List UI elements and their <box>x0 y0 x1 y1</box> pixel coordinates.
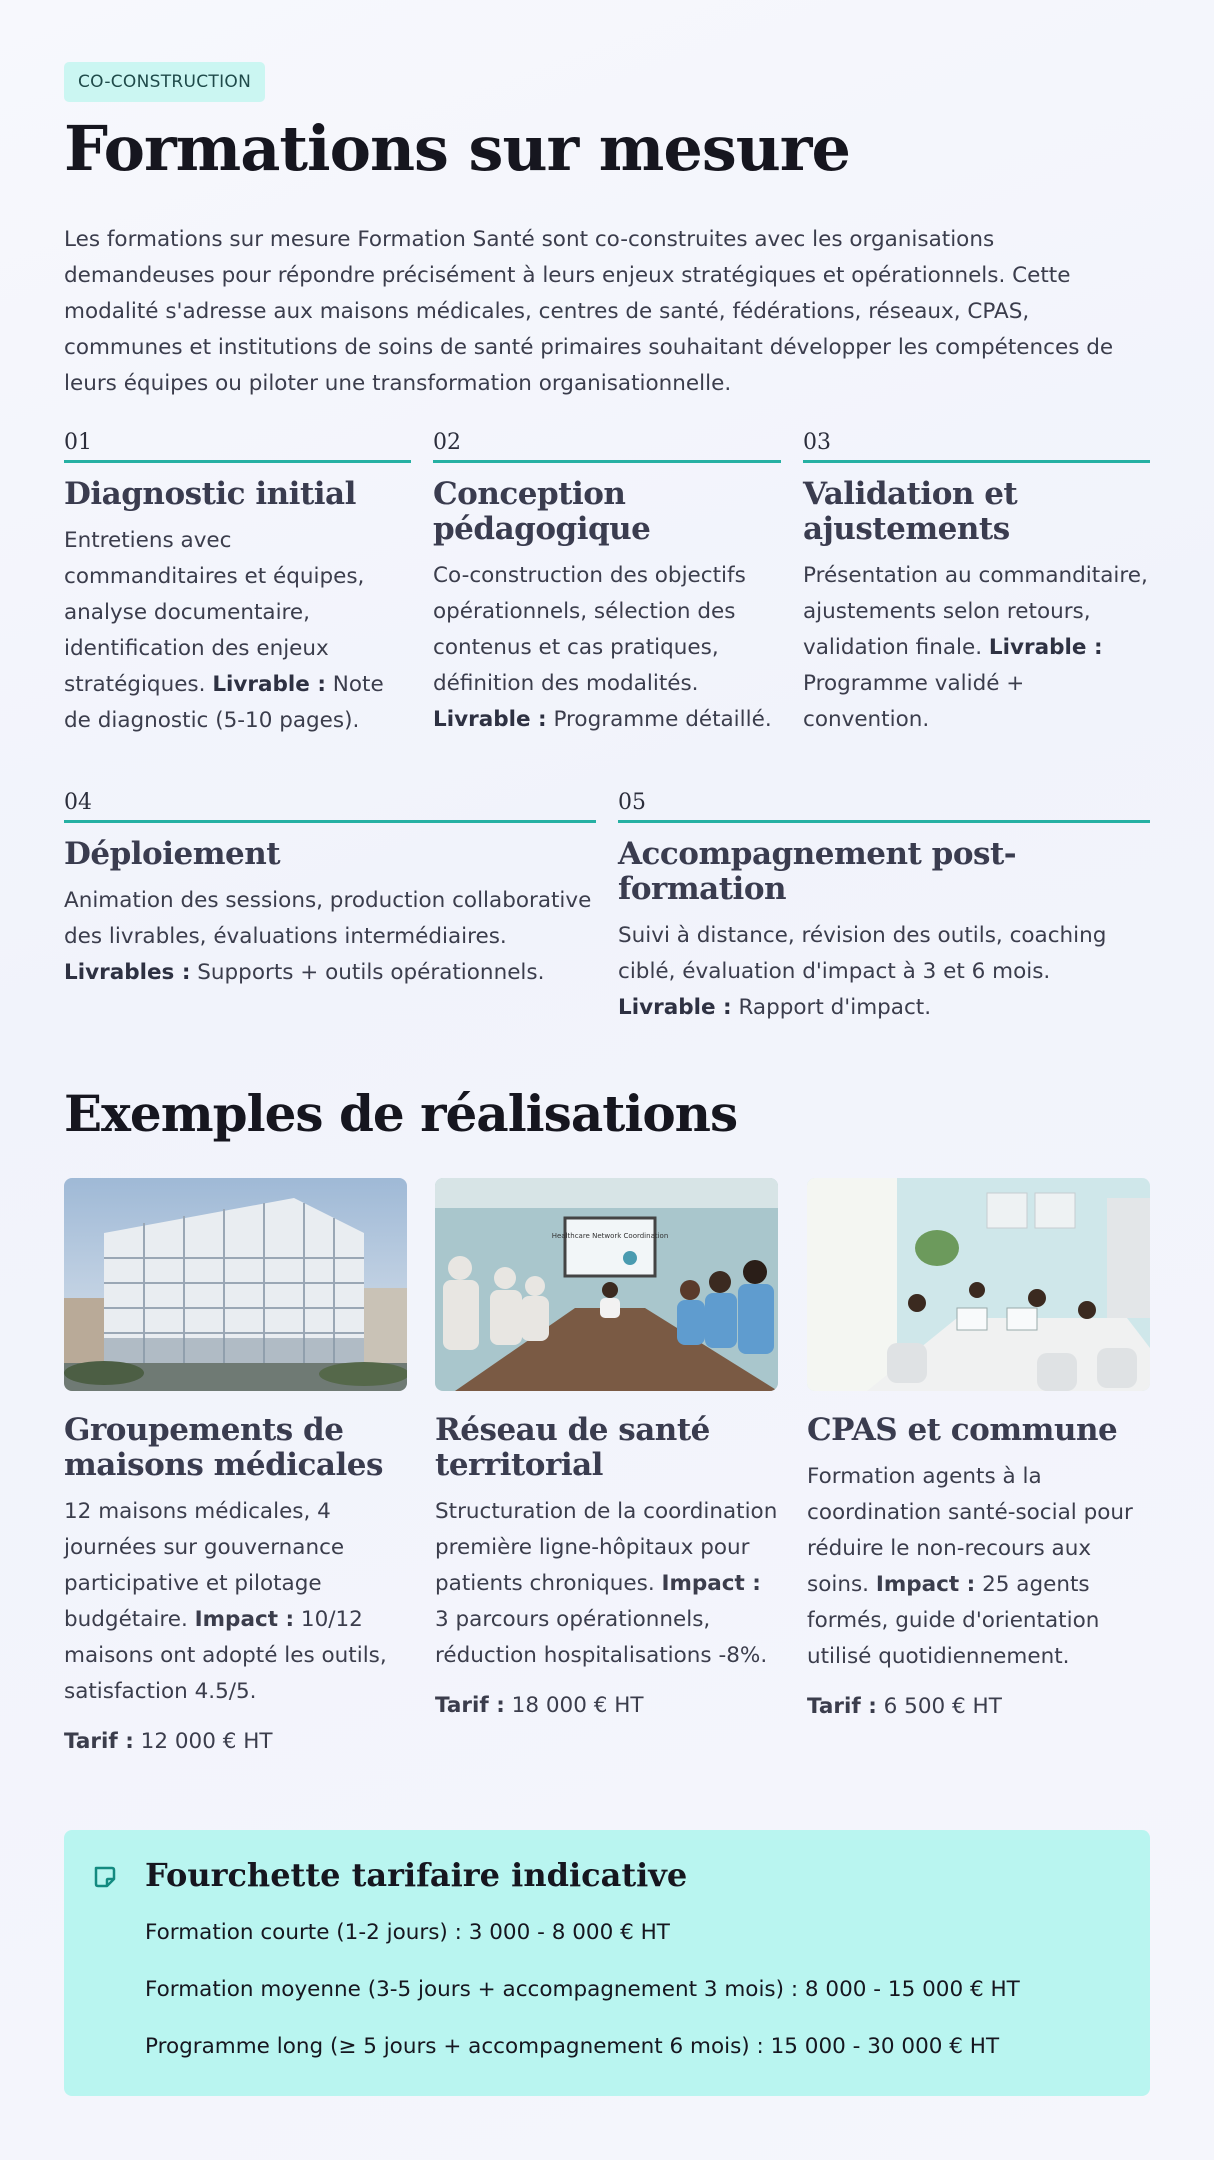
step-title: Accompagnement post-formation <box>618 836 1017 907</box>
pricing-row: Formation moyenne (3-5 jours + accompagnement 3 mois) : 8 000 - 15 000 € HT <box>145 1977 1020 2002</box>
office-photo <box>807 1178 1150 1391</box>
step-divider <box>64 460 411 463</box>
case-title: Réseau de santé territorial <box>435 1412 710 1483</box>
step-5 <box>618 788 1150 1026</box>
meeting-photo <box>435 1178 778 1391</box>
step-divider <box>433 460 781 463</box>
step-number: 05 <box>618 790 646 815</box>
case-description: Structuration de la coordination première ligne-hôpitaux pour patients chroniques. Impact : 3 parcours opérationnels, réduction hospitalisations -8%. <box>435 1499 778 1668</box>
building-photo <box>64 1178 407 1391</box>
step-title: Validation et ajustements <box>803 476 1018 547</box>
case-price: Tarif : 18 000 € HT <box>435 1693 644 1718</box>
step-2 <box>433 428 781 738</box>
case-description: 12 maisons médicales, 4 journées sur gouvernance participative et pilotage budgétaire. Impact : 10/12 maisons ont adopté les outils, satisfaction 4.5/5. <box>64 1499 387 1704</box>
step-3 <box>803 428 1150 738</box>
section-tag: CO-CONSTRUCTION <box>64 62 265 102</box>
step-description: Animation des sessions, production collaborative des livrables, évaluations intermédiaires. Livrables : Supports + outils opérationnels. <box>64 888 592 985</box>
step-title: Déploiement <box>64 836 281 872</box>
case-card <box>435 1178 778 1724</box>
case-price: Tarif : 12 000 € HT <box>64 1729 273 1754</box>
step-1 <box>64 428 411 739</box>
pricing-title: Fourchette tarifaire indicative <box>145 1856 688 1894</box>
screen-text: Healthcare Network Coordination <box>551 1232 669 1240</box>
case-card <box>807 1178 1150 1725</box>
pricing-row: Programme long (≥ 5 jours + accompagnement 6 mois) : 15 000 - 30 000 € HT <box>145 2034 1000 2059</box>
pricing-box <box>64 1830 1150 2096</box>
step-number: 03 <box>803 430 831 455</box>
case-title: CPAS et commune <box>807 1412 1118 1448</box>
step-title: Diagnostic initial <box>64 476 356 512</box>
step-description: Suivi à distance, révision des outils, coaching ciblé, évaluation d'impact à 3 et 6 mois. Livrable : Rapport d'impact. <box>618 923 1107 1020</box>
step-description: Co-construction des objectifs opérationnels, sélection des contenus et cas pratiques, définition des modalités. Livrable : Programme détaillé. <box>433 563 772 732</box>
case-card <box>64 1178 407 1760</box>
examples-heading: Exemples de réalisations <box>64 1084 738 1143</box>
pricing-row: Formation courte (1-2 jours) : 3 000 - 8 000 € HT <box>145 1920 670 1945</box>
note-icon <box>92 1864 118 1894</box>
case-description: Formation agents à la coordination santé-social pour réduire le non-recours aux soins. Impact : 25 agents formés, guide d'orientation utilisé quotidiennement. <box>807 1464 1133 1669</box>
step-divider <box>618 820 1150 823</box>
step-number: 04 <box>64 790 92 815</box>
step-divider <box>64 820 596 823</box>
intro-paragraph: Les formations sur mesure Formation Santé sont co-construites avec les organisations demandeuses pour répondre précisément à leurs enjeux stratégiques et opérationnels. Cette modalité s'adresse aux maisons médicales, centres de santé, fédérations, réseaux, CPAS, communes et institutions de soins de santé primaires souhaitant développer les compétences de leurs équipes ou piloter une transformation organisationnelle. <box>64 227 1114 396</box>
step-description: Présentation au commanditaire, ajustements selon retours, validation finale. Livrable : Programme validé + convention. <box>803 563 1148 732</box>
page-title: Formations sur mesure <box>64 112 850 185</box>
step-number: 01 <box>64 430 92 455</box>
case-title: Groupements de maisons médicales <box>64 1412 383 1483</box>
case-price: Tarif : 6 500 € HT <box>807 1694 1002 1719</box>
step-description: Entretiens avec commanditaires et équipes, analyse documentaire, identification des enjeux stratégiques. Livrable : Note de diagnostic (5-10 pages). <box>64 528 384 733</box>
step-4 <box>64 788 596 991</box>
step-title: Conception pédagogique <box>433 476 651 547</box>
step-divider <box>803 460 1150 463</box>
step-number: 02 <box>433 430 461 455</box>
